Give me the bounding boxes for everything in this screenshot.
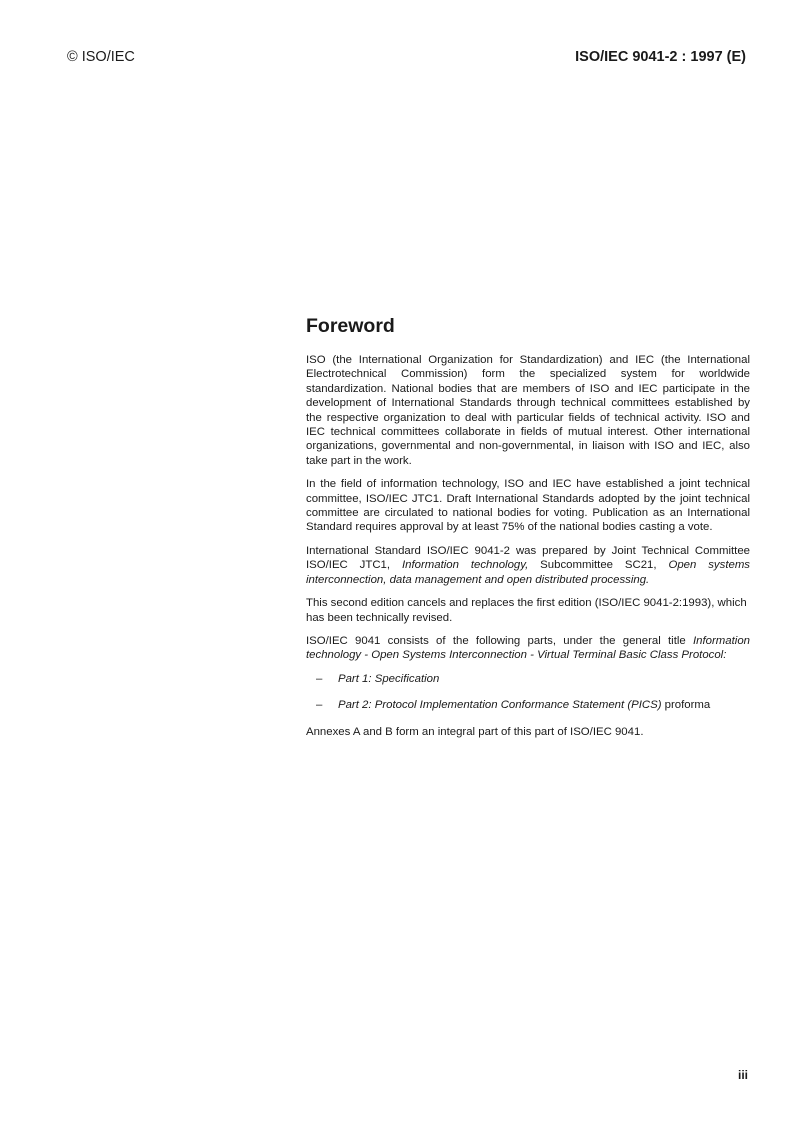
foreword-paragraph-1: ISO (the International Organization for Standardization) and IEC (the International Electrotechnical Commission) form the specialized system for worldwide standardization. National bodies that are members of ISO and IEC participate in the development of International Standards through technical committees established by the respective organization to deal with particular fields of technical activity. ISO and IEC technical committees collaborate in fields of mutual interest. Other international organizations, governmental and non-governmental, in liaison with ISO and IEC, also take part in the work. [306,354,750,467]
page-number: iii [737,1068,748,1082]
paragraph-3-text: Subcommittee SC21, [528,559,669,572]
list-item-part-1 [306,672,750,686]
paragraph-5-italic-title: Information technology - Open Systems Interconnection - Virtual Terminal Basic Class Protocol: [306,634,750,662]
foreword-paragraph-3 [306,544,750,587]
foreword-section [306,313,750,748]
part-2-italic: Part 2: Protocol Implementation Conformance Statement (PICS) [338,699,662,712]
part-2-label [338,698,710,712]
foreword-title: Foreword [306,315,395,337]
part-2-suffix: proforma [661,699,711,712]
paragraph-5-text: ISO/IEC 9041 consists of the following parts, under the general title [306,634,694,647]
foreword-paragraph-6: Annexes A and B form an integral part of this part of ISO/IEC 9041. [306,725,644,738]
foreword-paragraph-4: This second edition cancels and replaces the first edition (ISO/IEC 9041-2:1993), which has been technically revised. [306,597,747,624]
part-1-label: Part 1: Specification [338,672,440,685]
dash-bullet: – [316,699,323,712]
list-item-part-2 [306,698,750,712]
document-id-header: ISO/IEC 9041-2 : 1997 (E) [575,49,746,65]
foreword-paragraph-5 [306,634,750,663]
dash-bullet: – [316,672,323,685]
paragraph-3-text: International Standard ISO/IEC 9041-2 was prepared by Joint Technical Committee ISO/IEC JTC1, [306,544,750,572]
foreword-paragraph-2: In the field of information technology, ISO and IEC have established a joint technical committee, ISO/IEC JTC1. Draft International Standards adopted by the joint technical committee are circulated to national bodies for voting. Publication as an International Standard requires approval by at least 75% of the national bodies casting a vote. [306,478,750,534]
paragraph-3-italic-subcommittee: Open systems interconnection, data management and open distributed processing. [306,559,751,586]
paragraph-3-italic-title: Information technology, [401,559,529,572]
copyright-header: © ISO/IEC [67,49,135,65]
